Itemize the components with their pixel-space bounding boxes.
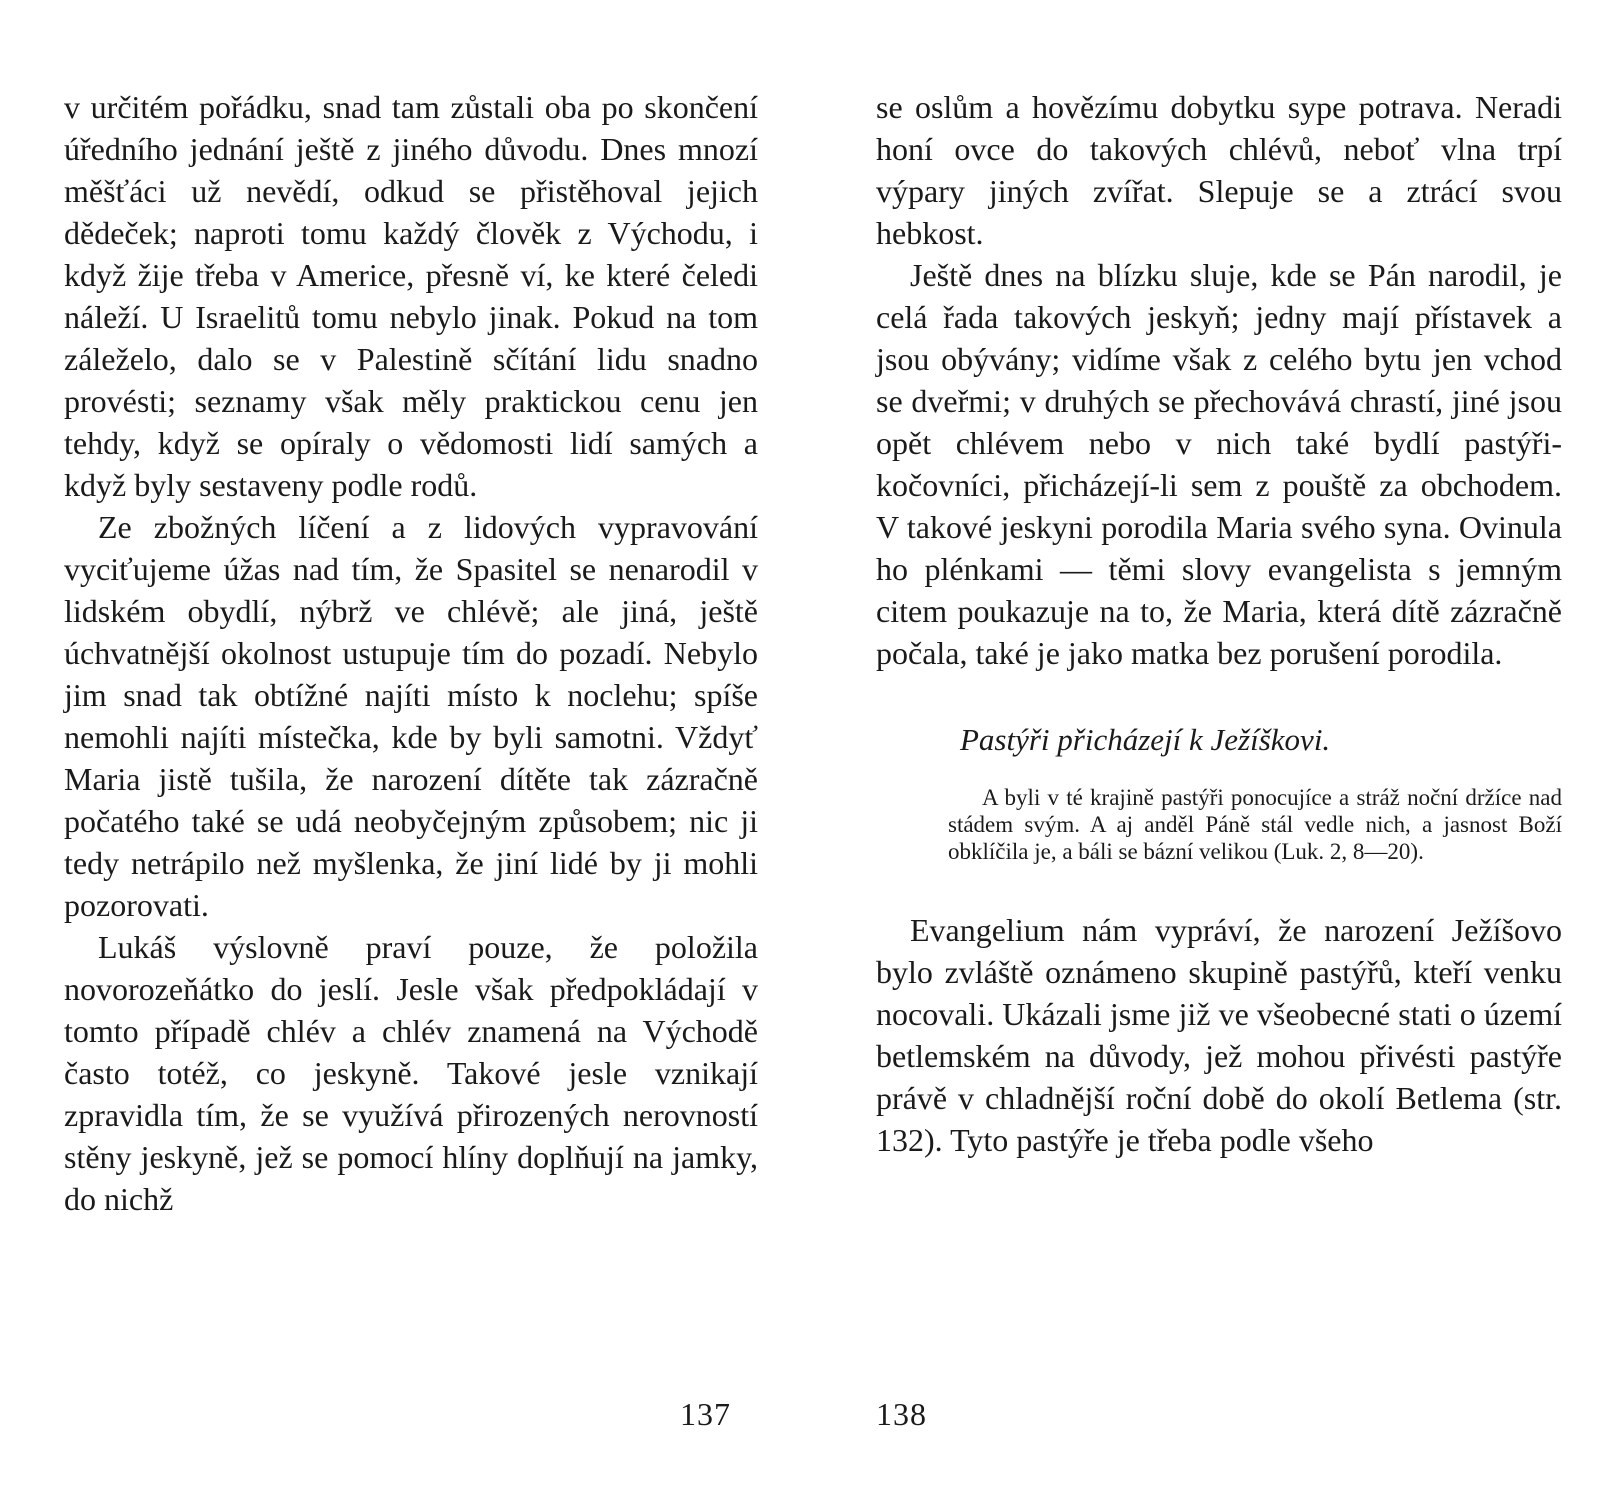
right-paragraph-3: Evangelium nám vypráví, že narození Ježíšovo bylo zvláště oznámeno skupině pastýřů, kteří venku nocovali. Ukázali jsme již ve všeobecné stati o území betlemském na důvody, jež mohou přivésti pastýře právě v chladnější roční době do okolí Betlema (str. 132). Tyto pastýře je třeba podle všeho bbox=[876, 912, 1562, 1158]
left-paragraph-2: Ze zbožných líčení a z lidových vypravování vyciťujeme úžas nad tím, že Spasitel se nenarodil v lidském obydlí, nýbrž ve chlévě; ale jiná, ještě úchvatnější okolnost ustupuje tím do pozadí. Nebylo jim snad tak obtížné najíti místo k noclehu; spíše nemohli najíti místečka, kde by byli samotni. Vždyť Maria jistě tušila, že narození dítěte tak zázračně počatého také se udá neobyčejným způsobem; nic ji tedy netrápilo než myšlenka, že jiní lidé by ji mohli pozorovati. bbox=[64, 509, 758, 923]
left-paragraph-1: v určitém pořádku, snad tam zůstali oba po skončení úředního jednání ještě z jiného důvodu. Dnes mnozí měšťáci už nevědí, odkud se přistěhoval jejich dědeček; naproti tomu každý člověk z Východu, i když žije třeba v Americe, přesně ví, ke které čeledi náleží. U Israelitů tomu nebylo jinak. Pokud na tom záleželo, dalo se v Palestině sčítání lidu snadno provésti; seznamy však měly praktickou cenu jen tehdy, když se opíraly o vědomosti lidí samých a když byly sestaveny podle rodů. bbox=[64, 89, 758, 503]
right-page bbox=[876, 86, 1562, 1386]
left-paragraph-3: Lukáš výslovně praví pouze, že položila novorozeňátko do jeslí. Jesle však předpokládají v tomto případě chlév a chlév znamená na Východě často totéž, co jeskyně. Takové jesle vznikají zpravidla tím, že se využívá přirozených nerovností stěny jeskyně, jež se pomocí hlíny doplňují na jamky, do nichž bbox=[64, 929, 758, 1217]
page-number-left: 137 bbox=[680, 1396, 731, 1432]
right-paragraph-2: Ještě dnes na blízku sluje, kde se Pán narodil, je celá řada takových jeskyň; jedny mají přístavek a jsou obývány; vidíme však z celého bytu jen vchod se dveřmi; v druhých se přechovává chrastí, jiné jsou opět chlévem nebo v nich také bydlí pastýři-kočovníci, přicházejí-li sem z pouště za obchodem. V takové jeskyni porodila Maria svého syna. Ovinula ho plénkami — těmi slovy evangelista s jemným citem poukazuje na to, že Maria, která dítě zázračně počala, také je jako matka bez porušení porodila. bbox=[876, 257, 1562, 671]
page-number-right: 138 bbox=[876, 1396, 927, 1432]
scripture-quote: A byli v té krajině pastýři ponocujíce a stráž noční držíce nad stádem svým. A aj anděl Páně stál vedle nich, a jasnost Boží obklíčila je, a báli se bázní velikou (Luk. 2, 8—20). bbox=[948, 785, 1562, 864]
right-paragraph-1: se oslům a hovězímu dobytku sype potrava. Neradi honí ovce do takových chlévů, neboť vlna trpí výpary jiných zvířat. Slepuje se a ztrácí svou hebkost. bbox=[876, 89, 1562, 251]
section-title: Pastýři přicházejí k Ježíškovi. bbox=[960, 722, 1331, 757]
left-page bbox=[64, 86, 758, 1386]
